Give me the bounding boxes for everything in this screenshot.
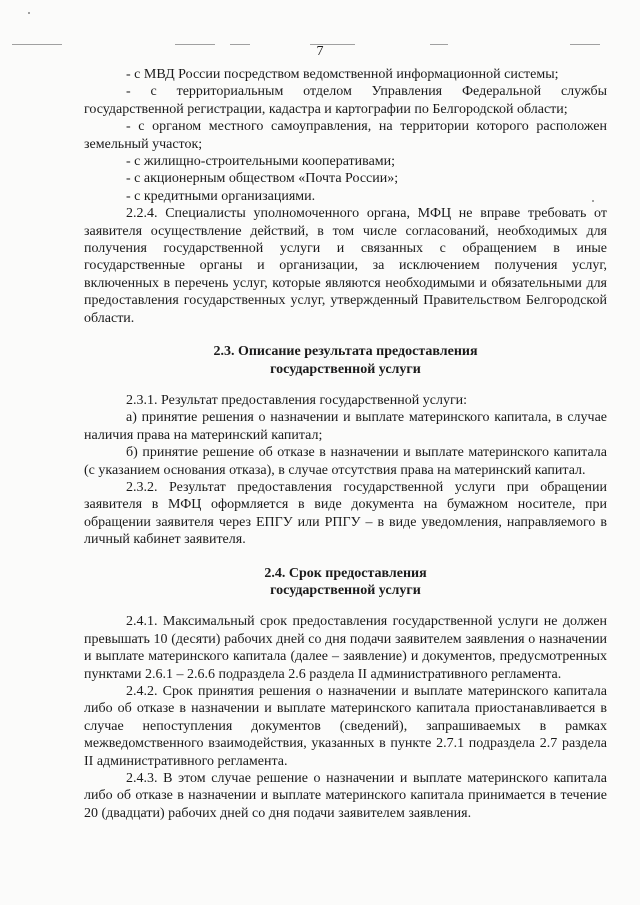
- paragraph: 2.3.2. Результат предоставления государственной услуги при обращении заявителя в МФЦ оформляется в виде документа на бумажном носителе, при обращении заявителя через ЕПГУ или РПГУ – в виде уведомления, направляемого в личный кабинет заявителя.: [84, 479, 607, 548]
- heading-line: 2.3. Описание результата предоставления: [213, 344, 478, 360]
- paragraph: 2.3.1. Результат предоставления государственной услуги:: [126, 392, 468, 408]
- paragraph: 2.4.2. Срок принятия решения о назначении и выплате материнского капитала либо об отказе в назначении и выплате материнского капитала приостанавливается в случае непоступления документов (сведений), запрашиваемых в рамках межведомственного взаимодействия, указанных в пункте 2.7.1 подраздела 2.7 раздела II административного регламента.: [84, 684, 607, 769]
- list-item: - с территориальным отделом Управления Федеральной службы государственной регистрации, кадастра и картографии по Белгородской области;: [84, 84, 607, 117]
- list-item: - с жилищно-строительными кооперативами;: [126, 154, 396, 170]
- page-number: 7: [316, 44, 324, 59]
- list-item: - с МВД России посредством ведомственной информационной системы;: [126, 67, 559, 82]
- paragraph: б) принятие решение об отказе в назначении и выплате материнского капитала (с указанием основания отказа), в случае отсутствия права на материнский капитал.: [84, 445, 607, 478]
- document-body: [84, 66, 607, 822]
- list-item: - с акционерным обществом «Почта России»;: [126, 171, 399, 187]
- section-heading: [84, 343, 607, 378]
- heading-line: государственной услуги: [270, 361, 421, 377]
- paragraph: а) принятие решения о назначении и выплате материнского капитала, в случае наличия права на материнский капитал;: [84, 410, 607, 443]
- heading-line: 2.4. Срок предоставления: [264, 565, 427, 581]
- heading-line: государственной услуги: [270, 582, 421, 598]
- list-item: - с кредитными организациями.: [126, 188, 316, 204]
- paragraph: 2.2.4. Специалисты уполномоченного органа, МФЦ не вправе требовать от заявителя осуществление действий, в том числе согласований, необходимых для получения государственной услуги и связанных с обращением в иные государственные органы и организации, за исключением получения услуг, включенных в перечень услуг, которые являются необходимыми и обязательными для предоставления государственных услуг, утвержденный Правительством Белгородской области.: [84, 206, 607, 326]
- section-heading: [84, 565, 607, 600]
- list-item: - с органом местного самоуправления, на территории которого расположен земельный участок;: [84, 119, 607, 152]
- paragraph: 2.4.1. Максимальный срок предоставления государственной услуги не должен превышать 10 (десяти) рабочих дней со дня подачи заявителем заявления о назначении и выплате материнского капитала (далее – заявление) и документов, предусмотренных пунктами 2.6.1 – 2.6.6 подраздела 2.6 раздела II административного регламента.: [84, 614, 607, 682]
- scan-speck: [28, 12, 30, 14]
- paragraph: 2.4.3. В этом случае решение о назначении и выплате материнского капитала либо об отказе в назначении и выплате материнского капитала принимается в течение 20 (двадцати) рабочих дней со дня подачи заявителем заявления.: [84, 771, 607, 821]
